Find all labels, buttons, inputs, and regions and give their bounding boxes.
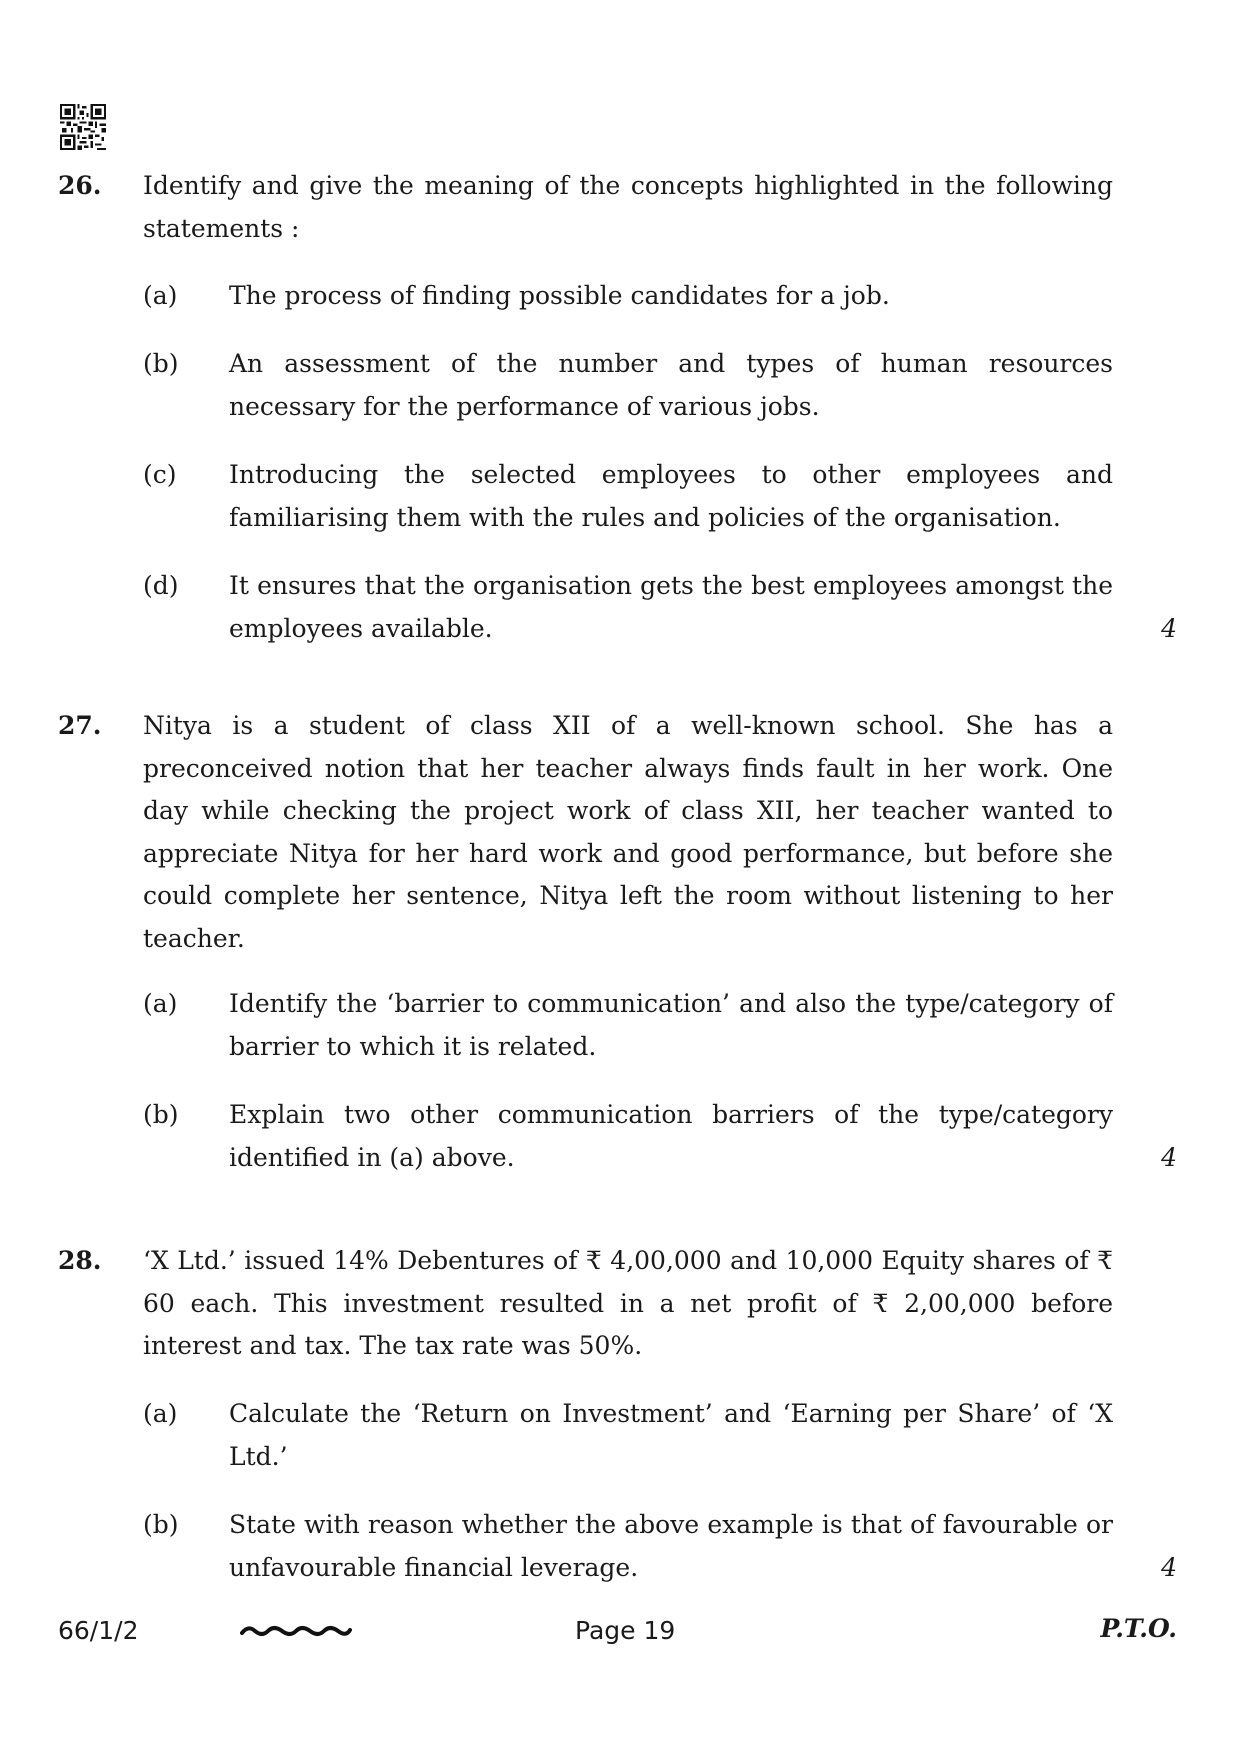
part-label: (b): [143, 1100, 179, 1129]
question-number: 26.: [58, 171, 102, 200]
part-label: (b): [143, 1510, 179, 1539]
part-label: (d): [143, 571, 179, 600]
part-label: (c): [143, 460, 177, 489]
part-text: Calculate the ‘Return on Investment’ and ‘Earning per Share’ of ‘X Ltd.’: [229, 1399, 1113, 1471]
part-text: Introducing the selected employees to other employees and familiarising them with the rules and policies of the organisation.: [229, 460, 1113, 532]
marks-label: 4: [1161, 1553, 1177, 1582]
pto-label: P.T.O.: [1100, 1614, 1177, 1643]
question-number: 27.: [58, 711, 102, 740]
part-text: Identify the ‘barrier to communication’ and also the type/category of barrier to which it is related.: [229, 989, 1113, 1061]
part-text: It ensures that the organisation gets the best employees amongst the employees available.: [229, 571, 1113, 643]
part-label: (a): [143, 281, 178, 310]
part-label: (a): [143, 1399, 178, 1428]
part-text: Explain two other communication barriers of the type/category identified in (a) above.: [229, 1100, 1113, 1172]
paper-code: 66/1/2: [58, 1616, 139, 1645]
part-label: (a): [143, 989, 178, 1018]
question-text: ‘X Ltd.’ issued 14% Debentures of ₹ 4,00,000 and 10,000 Equity shares of ₹ 60 each. This investment resulted in a net profit of ₹ 2,00,000 before interest and tax. The tax rate was 50%.: [143, 1246, 1113, 1360]
part-text: The process of finding possible candidates for a job.: [229, 281, 890, 310]
question-number: 28.: [58, 1246, 102, 1275]
page-number: Page 19: [575, 1616, 676, 1645]
question-text: Nitya is a student of class XII of a well-known school. She has a preconceived notion that her teacher always finds fault in her work. One day while checking the project work of class XII, her teacher wanted to appreciate Nitya for her hard work and good performance, but before she could complete her sentence, Nitya left the room without listening to her teacher.: [143, 711, 1113, 953]
part-text: State with reason whether the above example is that of favourable or unfavourable financial leverage.: [229, 1510, 1113, 1582]
marks-label: 4: [1161, 614, 1177, 643]
part-text: An assessment of the number and types of human resources necessary for the performance of various jobs.: [229, 349, 1113, 421]
question-text: Identify and give the meaning of the concepts highlighted in the following statements :: [143, 171, 1113, 243]
marks-label: 4: [1161, 1143, 1177, 1172]
wave-ornament-icon: [240, 1622, 352, 1640]
qr-code-icon: [60, 104, 106, 150]
part-label: (b): [143, 349, 179, 378]
